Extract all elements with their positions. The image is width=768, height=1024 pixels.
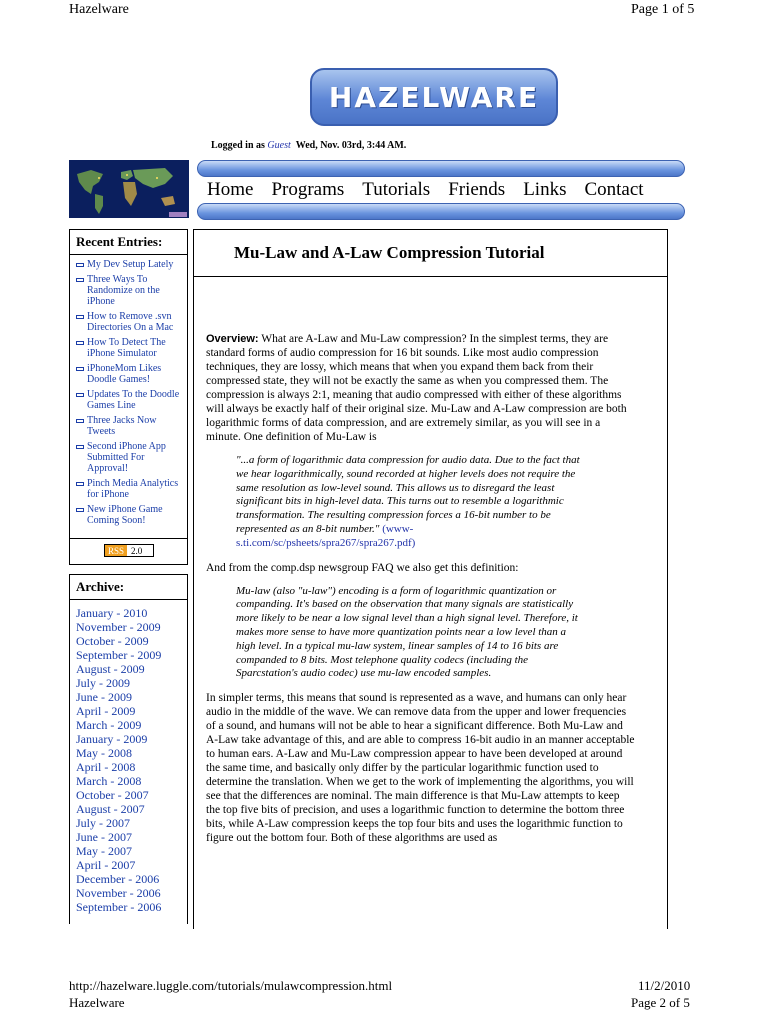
bullet-icon <box>76 393 84 397</box>
recent-entry-item[interactable] <box>76 478 183 500</box>
archive-link[interactable]: June - 2009 <box>76 690 132 704</box>
nav-contact[interactable]: Contact <box>584 179 644 200</box>
footer-url: http://hazelware.luggle.com/tutorials/mulawcompression.html <box>69 978 393 993</box>
overview-text: What are A-Law and Mu-Law compression? In the simplest terms, they are standard forms of audio compression for 16 bit sounds. Like most audio compression techniques, they are lossy, which means that when you expand them back from their compressed state, they will not be exactly the same as when you compressed them. The compression is always 2:1, meaning that audio compressed with either of these algorithms will always be exactly half of their original size. Mu-Law and A-Law compression are both logarithmic forms of data compression, and are extremely similar, as you will see in a minute. One definition of Mu-Law is <box>206 333 627 443</box>
footer-site: Hazelware <box>69 995 125 1010</box>
recent-entry-link[interactable]: Second iPhone App Submitted For Approval! <box>87 441 166 474</box>
archive-link[interactable]: May - 2008 <box>76 746 132 760</box>
recent-entry-item[interactable] <box>76 311 183 333</box>
nav-links[interactable]: Links <box>523 179 567 200</box>
archive-link[interactable]: June - 2007 <box>76 830 132 844</box>
archive-link[interactable]: August - 2007 <box>76 802 145 816</box>
quote-ti-text: "...a form of logarithmic data compression for audio data. Due to the fact that we hear logarithmically, sound recorded at higher levels does not require the same resolution as low-level sound. This allows us to disregard the least significant bits in high-level data. This turns out to resemble a logarithmic transformation. The resulting compression forces a 16-bit number to be represented as an 8-bit number." <box>236 454 580 535</box>
recent-entries-heading: Recent Entries: <box>70 230 187 255</box>
archive-link[interactable]: April - 2008 <box>76 760 136 774</box>
recent-entry-link[interactable]: How to Remove .svn Directories On a Mac <box>87 311 174 333</box>
rss-label: RSS <box>105 545 127 556</box>
quote-ti-link[interactable]: (www-s.ti.com/sc/psheets/spra267/spra267.pdf) <box>236 522 416 549</box>
rss-badge[interactable] <box>104 544 154 557</box>
nav-programs[interactable]: Programs <box>271 179 345 200</box>
login-status <box>211 140 406 151</box>
recent-entry-item[interactable] <box>76 504 183 526</box>
simpler-terms-paragraph: In simpler terms, this means that sound is represented as a wave, and humans can only hear audio in the middle of the wave. We can remove data from the upper and lower frequencies of a sound, and humans will not be able to hear a significant difference. Both Mu-Law and A-Law take advantage of this, and are able to compress 16-bit audio in an manner acceptable to human ears. A-Law and Mu-Law compression appear to have been developed at around the same time, and basically only differ by the particular logarithmic function used to determine the translation. When we get to the work of implementing the algorithms, you will see that the differences are nominal. The main difference is that Mu-Law attempts to keep the top five bits of precision, and uses a logarithmic function to determine the bottom three bits, while A-Law compression keeps the top four bits and uses the logarithmic function to figure out the bottom four. Both of these algorithms are used as <box>206 692 635 845</box>
bullet-icon <box>76 367 84 371</box>
archive-link[interactable]: April - 2009 <box>76 704 136 718</box>
article-title: Mu-Law and A-Law Compression Tutorial <box>234 243 545 262</box>
recent-entry-link[interactable]: Three Ways To Randomize on the iPhone <box>87 274 160 307</box>
recent-entries-panel <box>69 229 188 565</box>
logo-text: HAZELWARE <box>328 80 540 114</box>
site-logo[interactable] <box>310 68 558 126</box>
rss-version: 2.0 <box>131 545 143 556</box>
recent-divider <box>69 538 188 539</box>
recent-entry-item[interactable] <box>76 441 183 474</box>
quote-ti <box>236 454 581 551</box>
archive-link[interactable]: November - 2009 <box>76 620 161 634</box>
overview-label: Overview: <box>206 333 259 345</box>
archive-link[interactable]: July - 2007 <box>76 816 130 830</box>
footer-page-number: Page 2 of 5 <box>631 995 690 1010</box>
bullet-icon <box>76 445 84 449</box>
recent-entry-link[interactable]: Updates To the Doodle Games Line <box>87 389 180 411</box>
nav-friends[interactable]: Friends <box>448 179 506 200</box>
archive-link[interactable]: April - 2007 <box>76 858 136 872</box>
archive-panel <box>69 574 188 924</box>
bullet-icon <box>76 482 84 486</box>
recent-entry-item[interactable] <box>76 274 183 307</box>
archive-link[interactable]: November - 2006 <box>76 886 161 900</box>
recent-entry-item[interactable] <box>76 415 183 437</box>
nav-tutorials[interactable]: Tutorials <box>362 179 431 200</box>
archive-link[interactable]: December - 2006 <box>76 872 160 886</box>
article-panel <box>193 229 668 929</box>
archive-link[interactable]: March - 2008 <box>76 774 142 788</box>
bullet-icon <box>76 278 84 282</box>
login-datetime: Wed, Nov. 03rd, 3:44 AM. <box>295 140 407 151</box>
archive-link[interactable]: September - 2009 <box>76 648 162 662</box>
login-prefix: Logged in as <box>211 140 265 151</box>
archive-heading: Archive: <box>70 575 187 600</box>
archive-list <box>70 600 187 914</box>
archive-link[interactable]: January - 2010 <box>76 606 148 620</box>
nav-home[interactable]: Home <box>207 179 254 200</box>
archive-link[interactable]: July - 2009 <box>76 676 130 690</box>
archive-link[interactable]: October - 2009 <box>76 634 149 648</box>
recent-entry-link[interactable]: My Dev Setup Lately <box>87 259 174 270</box>
page-header-number: Page 1 of 5 <box>631 2 695 17</box>
footer-date: 11/2/2010 <box>638 978 691 993</box>
bullet-icon <box>76 508 84 512</box>
quote-faq: Mu-law (also "u-law") encoding is a form of logarithmic quantization or companding. It's based on the observation that many signals are statistically more likely to be near a low signal level than a high signal level. Therefore, it makes more sense to have more quantization points near a low level than a high level. In a typical mu-law system, linear samples of 14 to 16 bits are companded to 8 bits. Most telephone quality codecs (including the Sparcstation's audio codec) use mu-law encoded samples. <box>236 584 578 680</box>
recent-entry-link[interactable]: New iPhone Game Coming Soon! <box>87 504 163 526</box>
world-map-image <box>69 160 189 218</box>
page-header-site: Hazelware <box>69 2 129 17</box>
recent-entry-link[interactable]: How To Detect The iPhone Simulator <box>87 337 166 359</box>
main-nav <box>207 179 662 201</box>
archive-link[interactable]: October - 2007 <box>76 788 149 802</box>
bullet-icon <box>76 263 84 267</box>
article-title-box <box>194 230 667 277</box>
recent-entry-link[interactable]: Three Jacks Now Tweets <box>87 415 157 437</box>
recent-entry-item[interactable] <box>76 337 183 359</box>
bullet-icon <box>76 315 84 319</box>
recent-entry-link[interactable]: Pinch Media Analytics for iPhone <box>87 478 179 500</box>
archive-link[interactable]: August - 2009 <box>76 662 145 676</box>
overview-paragraph <box>206 332 636 444</box>
archive-link[interactable]: May - 2007 <box>76 844 132 858</box>
recent-entry-item[interactable] <box>76 389 183 411</box>
archive-link[interactable]: September - 2006 <box>76 900 162 914</box>
nav-top-bar <box>197 160 685 177</box>
recent-entries-list <box>70 255 187 526</box>
bullet-icon <box>76 419 84 423</box>
faq-intro-paragraph: And from the comp.dsp newsgroup FAQ we also get this definition: <box>206 561 519 574</box>
recent-entry-item[interactable] <box>76 259 183 270</box>
article-body <box>206 332 636 855</box>
login-user-link[interactable]: Guest <box>267 140 291 151</box>
recent-entry-link[interactable]: iPhoneMom Likes Doodle Games! <box>87 363 162 385</box>
bullet-icon <box>76 341 84 345</box>
archive-link[interactable]: January - 2009 <box>76 732 148 746</box>
recent-entry-item[interactable] <box>76 363 183 385</box>
nav-bottom-bar <box>197 203 685 220</box>
archive-link[interactable]: March - 2009 <box>76 718 142 732</box>
